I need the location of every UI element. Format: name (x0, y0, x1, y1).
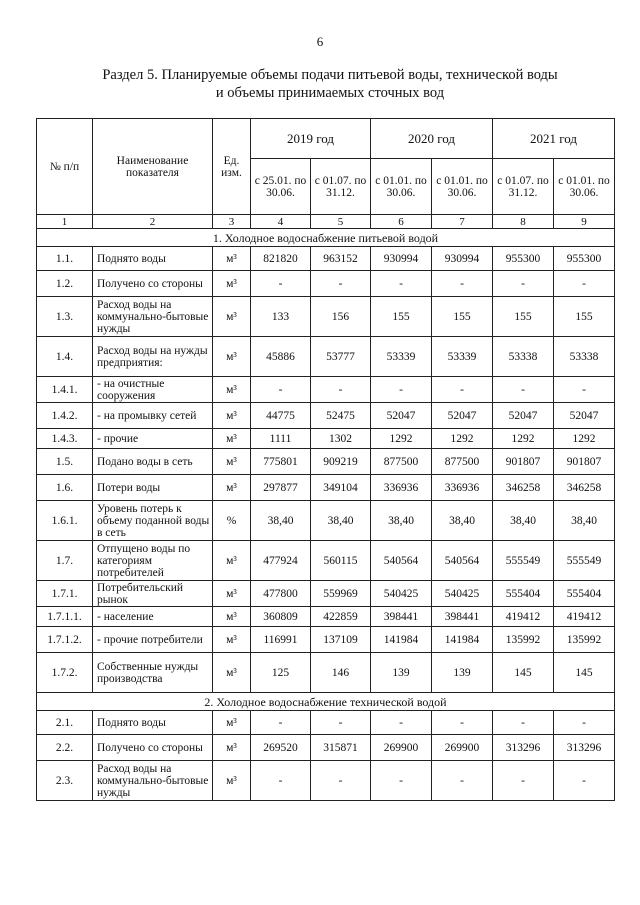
row-name: - на промывку сетей (93, 403, 213, 429)
row-number: 1.7.2. (37, 653, 93, 693)
row-value: 559969 (311, 581, 371, 607)
row-value: 155 (371, 297, 432, 337)
table-row (37, 501, 615, 541)
table-row (37, 429, 615, 449)
row-value: - (251, 377, 311, 403)
row-name: Отпущено воды по категориям потребителей (93, 541, 213, 581)
row-value: 1292 (371, 429, 432, 449)
row-value: - (311, 377, 371, 403)
row-unit: м³ (213, 653, 251, 693)
row-name: - прочие (93, 429, 213, 449)
column-index: 9 (554, 215, 615, 229)
row-value: 38,40 (311, 501, 371, 541)
row-value: - (432, 271, 493, 297)
row-value: - (554, 377, 615, 403)
table-row (37, 377, 615, 403)
row-value: 38,40 (371, 501, 432, 541)
row-value: 419412 (493, 607, 554, 627)
table-row (37, 711, 615, 735)
column-index: 7 (432, 215, 493, 229)
header-period: с 01.07. по 31.12. (493, 159, 554, 215)
row-value: 297877 (251, 475, 311, 501)
row-value: 52047 (554, 403, 615, 429)
row-value: 477924 (251, 541, 311, 581)
header-year-2021: 2021 год (493, 119, 615, 159)
table-row (37, 449, 615, 475)
row-value: 555549 (493, 541, 554, 581)
row-value: 141984 (432, 627, 493, 653)
row-value: 877500 (432, 449, 493, 475)
row-value: 145 (554, 653, 615, 693)
row-unit: м³ (213, 247, 251, 271)
table-row (37, 607, 615, 627)
row-value: 53339 (371, 337, 432, 377)
row-unit: м³ (213, 627, 251, 653)
row-value: 156 (311, 297, 371, 337)
row-value: 313296 (493, 735, 554, 761)
row-name: - на очистные сооружения (93, 377, 213, 403)
section-title-line-2: и объемы принимаемых сточных вод (215, 85, 445, 101)
row-number: 1.2. (37, 271, 93, 297)
row-unit: м³ (213, 449, 251, 475)
row-unit: м³ (213, 475, 251, 501)
row-value: 555404 (554, 581, 615, 607)
row-name: - население (93, 607, 213, 627)
column-index: 1 (37, 215, 93, 229)
row-value: 398441 (371, 607, 432, 627)
row-value: 1302 (311, 429, 371, 449)
row-value: - (371, 761, 432, 801)
row-value: 45886 (251, 337, 311, 377)
row-value: 141984 (371, 627, 432, 653)
row-value: 540425 (371, 581, 432, 607)
header-row-years (37, 119, 615, 159)
row-value: - (432, 711, 493, 735)
row-unit: м³ (213, 761, 251, 801)
row-number: 1.4.1. (37, 377, 93, 403)
row-unit: м³ (213, 337, 251, 377)
row-value: 53338 (554, 337, 615, 377)
row-value: 360809 (251, 607, 311, 627)
row-value: 313296 (554, 735, 615, 761)
row-value: 53339 (432, 337, 493, 377)
row-unit: м³ (213, 403, 251, 429)
row-value: 315871 (311, 735, 371, 761)
row-value: 909219 (311, 449, 371, 475)
row-value: 422859 (311, 607, 371, 627)
header-period: с 01.01. по 30.06. (371, 159, 432, 215)
row-name: Собственные нужды производства (93, 653, 213, 693)
row-value: 52047 (432, 403, 493, 429)
row-number: 1.6. (37, 475, 93, 501)
water-volumes-table (36, 118, 615, 801)
row-value: 155 (493, 297, 554, 337)
row-value: - (371, 377, 432, 403)
row-value: 901807 (493, 449, 554, 475)
row-value: 116991 (251, 627, 311, 653)
column-index: 6 (371, 215, 432, 229)
row-number: 1.6.1. (37, 501, 93, 541)
row-value: 44775 (251, 403, 311, 429)
section-heading: 1. Холодное водоснабжение питьевой водой (37, 229, 615, 247)
row-value: - (493, 711, 554, 735)
row-unit: м³ (213, 711, 251, 735)
header-period: с 01.07. по 31.12. (311, 159, 371, 215)
header-unit: Ед. изм. (213, 119, 251, 215)
row-number: 1.4. (37, 337, 93, 377)
row-value: 555404 (493, 581, 554, 607)
section-heading-row (37, 693, 615, 711)
header-period: с 25.01. по 30.06. (251, 159, 311, 215)
section-title-line-1: Раздел 5. Планируемые объемы подачи питьевой воды, технической воды (102, 67, 558, 83)
column-index: 2 (93, 215, 213, 229)
row-value: 540564 (432, 541, 493, 581)
row-value: 336936 (432, 475, 493, 501)
row-value: - (432, 377, 493, 403)
row-value: 555549 (554, 541, 615, 581)
row-value: 139 (371, 653, 432, 693)
column-index: 5 (311, 215, 371, 229)
row-value: 155 (432, 297, 493, 337)
section-heading: 2. Холодное водоснабжение технической водой (37, 693, 615, 711)
row-value: 955300 (554, 247, 615, 271)
row-value: 336936 (371, 475, 432, 501)
row-value: 269520 (251, 735, 311, 761)
row-value: 419412 (554, 607, 615, 627)
row-value: 930994 (432, 247, 493, 271)
row-unit: м³ (213, 297, 251, 337)
row-value: - (311, 271, 371, 297)
row-value: 52475 (311, 403, 371, 429)
row-number: 2.1. (37, 711, 93, 735)
row-value: - (311, 711, 371, 735)
row-value: 1292 (432, 429, 493, 449)
row-value: 133 (251, 297, 311, 337)
row-value: 269900 (371, 735, 432, 761)
row-value: - (432, 761, 493, 801)
row-value: 52047 (493, 403, 554, 429)
table-row (37, 271, 615, 297)
table-row (37, 653, 615, 693)
table-row (37, 297, 615, 337)
row-value: 901807 (554, 449, 615, 475)
row-value: 135992 (554, 627, 615, 653)
row-name: Уровень потерь к объему поданной воды в сеть (93, 501, 213, 541)
row-unit: м³ (213, 541, 251, 581)
row-value: 775801 (251, 449, 311, 475)
row-value: - (554, 271, 615, 297)
row-value: 139 (432, 653, 493, 693)
table-row (37, 403, 615, 429)
row-unit: м³ (213, 429, 251, 449)
row-value: 930994 (371, 247, 432, 271)
row-value: 1292 (554, 429, 615, 449)
row-value: 955300 (493, 247, 554, 271)
row-value: 821820 (251, 247, 311, 271)
row-value: 963152 (311, 247, 371, 271)
row-value: - (493, 761, 554, 801)
header-year-2020: 2020 год (371, 119, 493, 159)
row-number: 1.3. (37, 297, 93, 337)
table-row (37, 761, 615, 801)
row-value: 137109 (311, 627, 371, 653)
row-name: Потребительский рынок (93, 581, 213, 607)
row-value: 349104 (311, 475, 371, 501)
row-value: 155 (554, 297, 615, 337)
column-index-row (37, 215, 615, 229)
row-name: Получено со стороны (93, 271, 213, 297)
row-name: Расход воды на коммунально-бытовые нужды (93, 761, 213, 801)
column-index: 3 (213, 215, 251, 229)
row-value: 38,40 (432, 501, 493, 541)
row-value: 38,40 (554, 501, 615, 541)
column-index: 8 (493, 215, 554, 229)
row-number: 1.4.3. (37, 429, 93, 449)
row-value: 877500 (371, 449, 432, 475)
row-unit: м³ (213, 607, 251, 627)
row-value: 38,40 (251, 501, 311, 541)
row-value: 540425 (432, 581, 493, 607)
row-name: - прочие потребители (93, 627, 213, 653)
table-row (37, 541, 615, 581)
row-value: 125 (251, 653, 311, 693)
row-number: 2.3. (37, 761, 93, 801)
row-number: 1.1. (37, 247, 93, 271)
table-row (37, 735, 615, 761)
row-value: 540564 (371, 541, 432, 581)
row-unit: м³ (213, 735, 251, 761)
header-period: с 01.01. по 30.06. (554, 159, 615, 215)
row-value: - (251, 271, 311, 297)
row-value: 38,40 (493, 501, 554, 541)
table-row (37, 475, 615, 501)
row-number: 1.7. (37, 541, 93, 581)
table-body (37, 229, 615, 801)
row-number: 1.7.1. (37, 581, 93, 607)
row-name: Расход воды на коммунально-бытовые нужды (93, 297, 213, 337)
row-value: - (251, 761, 311, 801)
row-name: Поднято воды (93, 711, 213, 735)
table-row (37, 581, 615, 607)
row-unit: м³ (213, 271, 251, 297)
row-value: - (371, 271, 432, 297)
section-title (60, 66, 600, 102)
row-value: - (554, 761, 615, 801)
row-unit: м³ (213, 581, 251, 607)
row-value: 145 (493, 653, 554, 693)
row-number: 2.2. (37, 735, 93, 761)
row-name: Получено со стороны (93, 735, 213, 761)
row-value: - (493, 377, 554, 403)
row-number: 1.4.2. (37, 403, 93, 429)
row-value: - (371, 711, 432, 735)
row-name: Расход воды на нужды предприятия: (93, 337, 213, 377)
row-number: 1.7.1.2. (37, 627, 93, 653)
header-year-2019: 2019 год (251, 119, 371, 159)
header-name: Наименование показателя (93, 119, 213, 215)
row-value: 53777 (311, 337, 371, 377)
row-value: 398441 (432, 607, 493, 627)
row-value: 52047 (371, 403, 432, 429)
table-row (37, 627, 615, 653)
row-value: 477800 (251, 581, 311, 607)
column-index: 4 (251, 215, 311, 229)
row-value: - (311, 761, 371, 801)
row-number: 1.7.1.1. (37, 607, 93, 627)
table-row (37, 247, 615, 271)
row-value: - (554, 711, 615, 735)
row-number: 1.5. (37, 449, 93, 475)
row-value: 135992 (493, 627, 554, 653)
row-name: Подано воды в сеть (93, 449, 213, 475)
row-unit: % (213, 501, 251, 541)
row-unit: м³ (213, 377, 251, 403)
row-value: 1292 (493, 429, 554, 449)
row-value: 269900 (432, 735, 493, 761)
row-value: - (251, 711, 311, 735)
row-value: 560115 (311, 541, 371, 581)
header-period: с 01.01. по 30.06. (432, 159, 493, 215)
row-value: 146 (311, 653, 371, 693)
row-value: 1111 (251, 429, 311, 449)
row-name: Потери воды (93, 475, 213, 501)
header-num: № п/п (37, 119, 93, 215)
row-value: 346258 (554, 475, 615, 501)
row-value: - (493, 271, 554, 297)
row-name: Поднято воды (93, 247, 213, 271)
row-value: 346258 (493, 475, 554, 501)
row-value: 53338 (493, 337, 554, 377)
table-row (37, 337, 615, 377)
page-number: 6 (316, 34, 324, 49)
section-heading-row (37, 229, 615, 247)
